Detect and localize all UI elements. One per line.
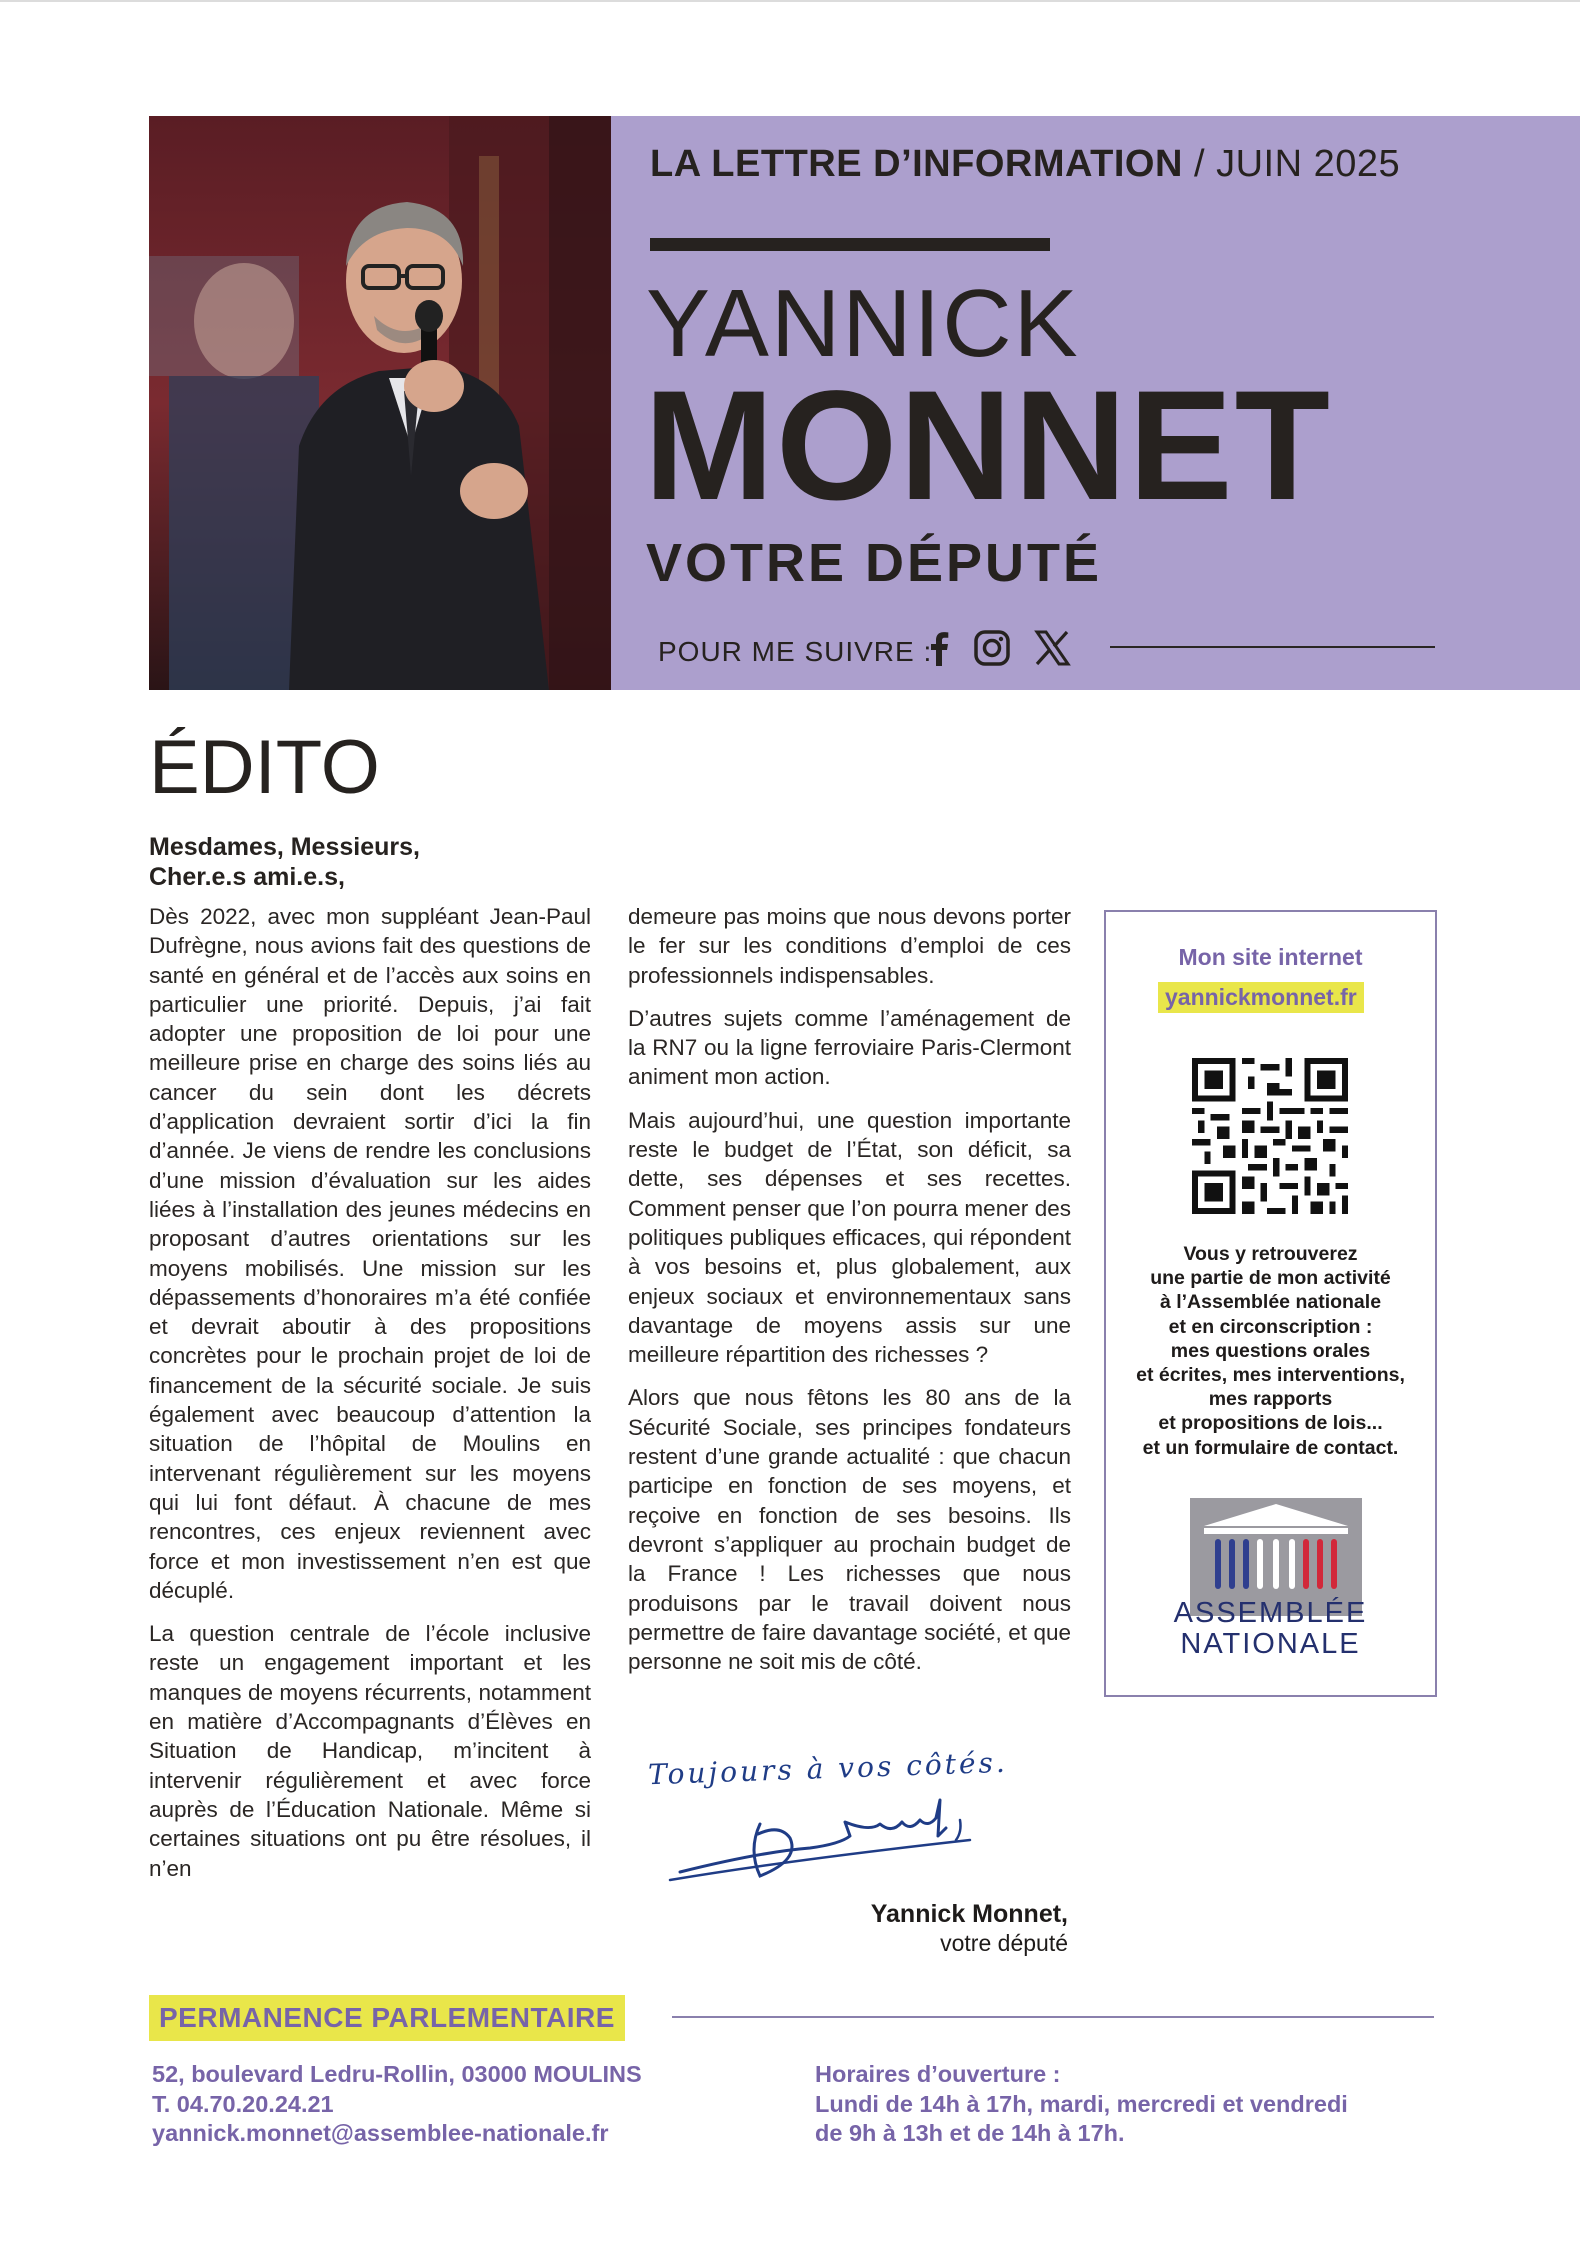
first-name: YANNICK — [646, 270, 1080, 377]
x-icon[interactable] — [1032, 628, 1072, 668]
office-address: 52, boulevard Ledru-Rollin, 03000 MOULINS — [152, 2061, 642, 2087]
edito-heading: ÉDITO — [149, 725, 380, 810]
hours-line-1: Lundi de 14h à 17h, mardi, mercredi et vendredi — [815, 2090, 1348, 2117]
edito-column-1 — [149, 902, 591, 1897]
opening-hours — [815, 2060, 1348, 2149]
greeting — [149, 832, 420, 892]
instagram-icon[interactable] — [972, 628, 1012, 668]
signature-name: Yannick Monnet, — [870, 1900, 1068, 1928]
website-description — [1106, 1242, 1435, 1460]
deputy-photo — [149, 116, 611, 690]
office-phone[interactable]: T. 04.70.20.24.21 — [152, 2090, 334, 2117]
description-line: une partie de mon activité — [1150, 1267, 1391, 1290]
permanence-heading: PERMANENCE PARLEMENTAIRE — [149, 1995, 625, 2041]
description-line: et propositions de lois... — [1158, 1412, 1383, 1435]
assemblee-nationale-wordmark — [1106, 1598, 1435, 1660]
edito-paragraph: Alors que nous fêtons les 80 ans de la Sécurité Sociale, ses principes fondateurs restent d’une grande actualité : que chacun participe en fonction de ses moyens, et reçoive en fonction de ses besoins. Ils devront s’appliquer au prochain budget de la France ! Les richesses que nous produisons par le travail doivent nous permettre de faire davantage société, et que personne ne soit mis de côté. — [628, 1385, 1071, 1675]
permanence-divider — [672, 2016, 1434, 2018]
facebook-icon[interactable] — [920, 628, 960, 668]
edito-column-2 — [628, 902, 1071, 1690]
hours-label: Horaires d’ouverture : — [815, 2061, 1061, 2087]
description-line: et en circonscription : — [1168, 1315, 1373, 1338]
edito-paragraph: Dès 2022, avec mon suppléant Jean-Paul Dufrègne, nous avions fait des questions de santé en général et de l’accès aux soins en particulier une priorité. Depuis, j’ai fait adopter une proposition de loi pour une meilleure prise en charge des soins liés au cancer du sein dont les décrets d’application devraient sortir d’ici la fin d’année. Je viens de rendre les conclusions d’une mission d’évaluation sur les aides liées à l’installation des jeunes médecins en proposant d’autres orientations sur les moyens mobilisés. Une mission sur les dépassements d’honoraires m’a été confiée et devrait aboutir à des propositions concrètes pour le prochain projet de loi de financement de la sécurité sociale. Je suis également avec beaucoup d’attention la situation de l’hôpital de Moulins en intervenant régulièrement sur les moyens qui lui font défaut. À chacune de mes rencontres, ces enjeux reviennent avec force et mon investissement n’en est que décuplé. — [149, 904, 591, 1603]
edito-paragraph: demeure pas moins que nous devons porter le fer sur les conditions d’emploi de ces professionnels indispensables. — [628, 904, 1071, 988]
hours-line-2: de 9h à 13h et de 14h à 17h. — [815, 2120, 1125, 2146]
signature-role: votre député — [940, 1930, 1068, 1956]
description-line: et un formulaire de contact. — [1142, 1436, 1399, 1459]
qr-code[interactable] — [1192, 1058, 1348, 1214]
website-label: Mon site internet — [1178, 944, 1363, 970]
greeting-line-2: Cher.e.s ami.e.s, — [149, 863, 345, 891]
header-divider-bar — [650, 238, 1050, 251]
title-subtitle: VOTRE DÉPUTÉ — [646, 533, 1103, 593]
newsletter-kicker — [650, 143, 1400, 186]
description-line: mes questions orales — [1170, 1339, 1371, 1362]
follow-divider — [1110, 646, 1435, 648]
handwritten-note: Toujours à vos côtés. — [647, 1745, 1009, 1792]
logo-line-2: NATIONALE — [1180, 1628, 1361, 1660]
logo-line-1: ASSEMBLÉE — [1173, 1597, 1368, 1629]
description-line: mes rapports — [1208, 1388, 1333, 1411]
kicker-title: LA LETTRE D’INFORMATION — [650, 143, 1183, 185]
edito-paragraph: Mais aujourd’hui, une question importante reste le budget de l’État, son déficit, sa dette, ses dépenses et ses recettes. Comment penser que l’on pourra mener des politiques publiques efficaces, qui répondent à vos besoins et, plus globalement, aux enjeux sociaux et environnementaux sans davantage de moyens assis sur une meilleure répartition des richesses ? — [628, 1107, 1071, 1368]
last-name: MONNET — [644, 359, 1332, 533]
edito-paragraph: La question centrale de l’école inclusive reste un engagement important et les manques de moyens récurrents, notamment en matière d’Accompagnants d’Élèves en Situation de Handicap, m’incitent à intervenir régulièrement et avec force auprès de l’Éducation Nationale. Même si certaines situations ont pu être résolues, il n’en — [149, 1621, 591, 1881]
contact-block — [152, 2060, 642, 2149]
header-text — [644, 116, 1550, 690]
description-line: à l’Assemblée nationale — [1159, 1291, 1382, 1314]
deputy-photo-illustration — [149, 116, 611, 690]
top-rule — [0, 0, 1580, 2]
greeting-line-1: Mesdames, Messieurs, — [149, 833, 420, 861]
follow-label: POUR ME SUIVRE : — [658, 636, 933, 667]
edito-paragraph: D’autres sujets comme l’aménagement de la RN7 ou la ligne ferroviaire Paris-Clermont animent mon action. — [628, 1005, 1071, 1090]
description-line: Vous y retrouverez — [1183, 1243, 1358, 1265]
office-email[interactable]: yannick.monnet@assemblee-nationale.fr — [152, 2120, 609, 2146]
kicker-date: JUIN 2025 — [1216, 143, 1401, 185]
website-link[interactable]: yannickmonnet.fr — [1158, 982, 1364, 1013]
website-sidebar — [1104, 910, 1437, 1697]
description-line: et écrites, mes interventions, — [1136, 1364, 1405, 1387]
kicker-separator: / — [1182, 143, 1217, 185]
